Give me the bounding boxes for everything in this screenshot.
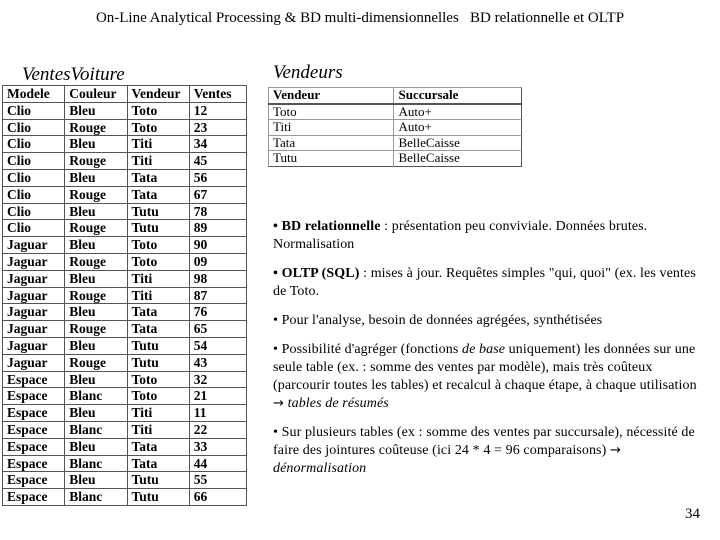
table-cell: Clio bbox=[3, 186, 65, 203]
table-cell: Titi bbox=[127, 287, 189, 304]
table-row bbox=[3, 136, 247, 153]
table-cell: Toto bbox=[127, 371, 189, 388]
table-cell: Bleu bbox=[65, 438, 127, 455]
table-cell: Clio bbox=[3, 136, 65, 153]
table-cell: Tata bbox=[269, 135, 394, 151]
table-cell: Tata bbox=[127, 169, 189, 186]
table-cell: 66 bbox=[189, 489, 246, 506]
table-cell: Rouge bbox=[65, 354, 127, 371]
table-cell: Toto bbox=[127, 253, 189, 270]
bullet-bold-term: • BD relationnelle bbox=[273, 219, 381, 234]
table-cell: Blanc bbox=[65, 421, 127, 438]
bullet-text: : mises à jour. Requêtes simples "qui, quoi" (ex. les ventes de Toto. bbox=[273, 266, 696, 299]
table-cell: Espace bbox=[3, 472, 65, 489]
table-row bbox=[3, 337, 247, 354]
table-cell: 09 bbox=[189, 253, 246, 270]
table-cell: 11 bbox=[189, 405, 246, 422]
table-cell: Jaguar bbox=[3, 304, 65, 321]
table-cell: Jaguar bbox=[3, 287, 65, 304]
table-cell: Espace bbox=[3, 371, 65, 388]
column-header: Vendeur bbox=[269, 88, 394, 104]
table-cell: 89 bbox=[189, 220, 246, 237]
table-row bbox=[3, 438, 247, 455]
table-row bbox=[3, 321, 247, 338]
table-cell: Auto+ bbox=[394, 120, 522, 136]
table-row bbox=[3, 371, 247, 388]
table-cell: Rouge bbox=[65, 220, 127, 237]
table-cell: Espace bbox=[3, 421, 65, 438]
table-row bbox=[3, 421, 247, 438]
table-cell: Jaguar bbox=[3, 237, 65, 254]
table-cell: Titi bbox=[127, 153, 189, 170]
table-cell: Bleu bbox=[65, 136, 127, 153]
table-row bbox=[3, 270, 247, 287]
table-cell: Bleu bbox=[65, 102, 127, 119]
table-cell: 87 bbox=[189, 287, 246, 304]
table-cell: Bleu bbox=[65, 304, 127, 321]
column-header: Couleur bbox=[65, 86, 127, 103]
table-row bbox=[3, 203, 247, 220]
table-cell: Clio bbox=[3, 119, 65, 136]
table-header-row bbox=[3, 86, 247, 103]
table-cell: Rouge bbox=[65, 287, 127, 304]
bullet-list bbox=[273, 218, 705, 489]
table-cell: Toto bbox=[127, 102, 189, 119]
table-cell: Toto bbox=[269, 104, 394, 120]
table-cell: Bleu bbox=[65, 472, 127, 489]
table-cell: Blanc bbox=[65, 388, 127, 405]
table-cell: 98 bbox=[189, 270, 246, 287]
table-cell: Bleu bbox=[65, 203, 127, 220]
bullet-text: • Pour l'analyse, besoin de données agrégées, synthétisées bbox=[273, 313, 603, 328]
table-row bbox=[3, 253, 247, 270]
table-cell: Titi bbox=[127, 270, 189, 287]
table-cell: Clio bbox=[3, 169, 65, 186]
table-cell: 76 bbox=[189, 304, 246, 321]
table-cell: 90 bbox=[189, 237, 246, 254]
table-row bbox=[269, 104, 522, 120]
table-cell: Bleu bbox=[65, 371, 127, 388]
table-cell: 54 bbox=[189, 337, 246, 354]
table-cell: 67 bbox=[189, 186, 246, 203]
table-cell: Tutu bbox=[127, 220, 189, 237]
table-row bbox=[269, 120, 522, 136]
table-row bbox=[3, 304, 247, 321]
table-cell: Tata bbox=[127, 438, 189, 455]
arrow-right-icon: → bbox=[609, 443, 621, 458]
bullet-oltp bbox=[273, 265, 705, 301]
table-cell: Tutu bbox=[127, 203, 189, 220]
table-cell: Rouge bbox=[65, 153, 127, 170]
table-cell: Tata bbox=[127, 455, 189, 472]
column-header: Ventes bbox=[189, 86, 246, 103]
table-row bbox=[3, 169, 247, 186]
vendeurs-table-title: Vendeurs bbox=[273, 62, 343, 83]
bullet-text: : présentation peu conviviale. Données brutes. Normalisation bbox=[273, 219, 648, 252]
arrow-right-icon: → bbox=[273, 396, 284, 411]
table-cell: 55 bbox=[189, 472, 246, 489]
table-row bbox=[3, 186, 247, 203]
table-cell: Auto+ bbox=[394, 104, 522, 120]
table-cell: Jaguar bbox=[3, 321, 65, 338]
table-row bbox=[3, 237, 247, 254]
bullet-bd-relationnelle bbox=[273, 218, 705, 254]
table-cell: Rouge bbox=[65, 321, 127, 338]
table-row bbox=[3, 388, 247, 405]
table-cell: Titi bbox=[127, 421, 189, 438]
table-cell: Tutu bbox=[127, 354, 189, 371]
table-row bbox=[3, 153, 247, 170]
table-row bbox=[269, 151, 522, 167]
bullet-italic: tables de résumés bbox=[287, 396, 389, 411]
table-cell: Toto bbox=[127, 237, 189, 254]
table-row bbox=[3, 472, 247, 489]
table-cell: Titi bbox=[127, 405, 189, 422]
table-cell: Bleu bbox=[65, 169, 127, 186]
table-cell: Rouge bbox=[65, 253, 127, 270]
table-cell: Espace bbox=[3, 405, 65, 422]
table-row bbox=[3, 287, 247, 304]
table-row bbox=[3, 119, 247, 136]
table-row bbox=[3, 354, 247, 371]
table-cell: 78 bbox=[189, 203, 246, 220]
table-cell: Espace bbox=[3, 455, 65, 472]
ventes-voiture-table bbox=[2, 85, 247, 506]
table-cell: Tata bbox=[127, 321, 189, 338]
column-header: Modele bbox=[3, 86, 65, 103]
table-cell: Tutu bbox=[127, 337, 189, 354]
table-cell: Espace bbox=[3, 489, 65, 506]
table-row bbox=[269, 135, 522, 151]
vendeurs-table bbox=[268, 87, 522, 167]
table-cell: 32 bbox=[189, 371, 246, 388]
bullet-text: uniquement) les données sur une seule table (ex. : somme des ventes par modèle), mais très coûteux (parcourir toutes les tables) et recalcul à chaque étape, à chaque utilisation bbox=[273, 342, 697, 393]
table-cell: BelleCaisse bbox=[394, 135, 522, 151]
table-cell: Blanc bbox=[65, 455, 127, 472]
table-cell: 44 bbox=[189, 455, 246, 472]
table-cell: Bleu bbox=[65, 237, 127, 254]
table-cell: Clio bbox=[3, 153, 65, 170]
table-cell: 56 bbox=[189, 169, 246, 186]
table-cell: Tutu bbox=[127, 472, 189, 489]
bullet-agreger bbox=[273, 341, 705, 413]
table-cell: Jaguar bbox=[3, 354, 65, 371]
table-row bbox=[3, 489, 247, 506]
bullet-bold-term: • OLTP (SQL) bbox=[273, 266, 360, 281]
table-cell: 34 bbox=[189, 136, 246, 153]
table-cell: Clio bbox=[3, 203, 65, 220]
table-cell: 33 bbox=[189, 438, 246, 455]
table-row bbox=[3, 455, 247, 472]
table-cell: Toto bbox=[127, 388, 189, 405]
table-cell: Bleu bbox=[65, 337, 127, 354]
table-cell: Clio bbox=[3, 220, 65, 237]
table-cell: 21 bbox=[189, 388, 246, 405]
table-cell: Blanc bbox=[65, 489, 127, 506]
bullet-text: • Possibilité d'agréger (fonctions bbox=[273, 342, 462, 357]
table-cell: 65 bbox=[189, 321, 246, 338]
page-number: 34 bbox=[685, 506, 700, 522]
bullet-italic: dénormalisation bbox=[273, 461, 367, 476]
table-header-row bbox=[269, 88, 522, 104]
table-cell: 45 bbox=[189, 153, 246, 170]
table-cell: 12 bbox=[189, 102, 246, 119]
table-row bbox=[3, 220, 247, 237]
table-cell: Espace bbox=[3, 438, 65, 455]
table-cell: Clio bbox=[3, 102, 65, 119]
bullet-analyse bbox=[273, 312, 705, 330]
column-header: Vendeur bbox=[127, 86, 189, 103]
table-cell: Titi bbox=[269, 120, 394, 136]
table-cell: Tutu bbox=[127, 489, 189, 506]
table-cell: BelleCaisse bbox=[394, 151, 522, 167]
table-cell: 23 bbox=[189, 119, 246, 136]
table-cell: Jaguar bbox=[3, 337, 65, 354]
bullet-italic: de base bbox=[462, 342, 506, 357]
table-cell: Tata bbox=[127, 304, 189, 321]
table-row bbox=[3, 405, 247, 422]
table-cell: 43 bbox=[189, 354, 246, 371]
table-cell: Espace bbox=[3, 388, 65, 405]
table-cell: Jaguar bbox=[3, 253, 65, 270]
table-cell: Tata bbox=[127, 186, 189, 203]
bullet-text: • Sur plusieurs tables (ex : somme des ventes par succursale), nécessité de faire des jointures coûteuse (ici 24 * 4 = 96 comparaisons) bbox=[273, 425, 695, 458]
table-cell: Rouge bbox=[65, 186, 127, 203]
table-row bbox=[3, 102, 247, 119]
table-cell: Tutu bbox=[269, 151, 394, 167]
bullet-jointures bbox=[273, 424, 705, 478]
table-cell: Bleu bbox=[65, 405, 127, 422]
slide-title: On-Line Analytical Processing & BD multi-dimensionnelles BD relationnelle et OLTP bbox=[95, 10, 625, 26]
table-cell: Bleu bbox=[65, 270, 127, 287]
table-cell: Rouge bbox=[65, 119, 127, 136]
table-cell: Jaguar bbox=[3, 270, 65, 287]
table-cell: 22 bbox=[189, 421, 246, 438]
table-cell: Titi bbox=[127, 136, 189, 153]
ventes-table-title: VentesVoiture bbox=[22, 64, 125, 85]
table-cell: Toto bbox=[127, 119, 189, 136]
column-header: Succursale bbox=[394, 88, 522, 104]
